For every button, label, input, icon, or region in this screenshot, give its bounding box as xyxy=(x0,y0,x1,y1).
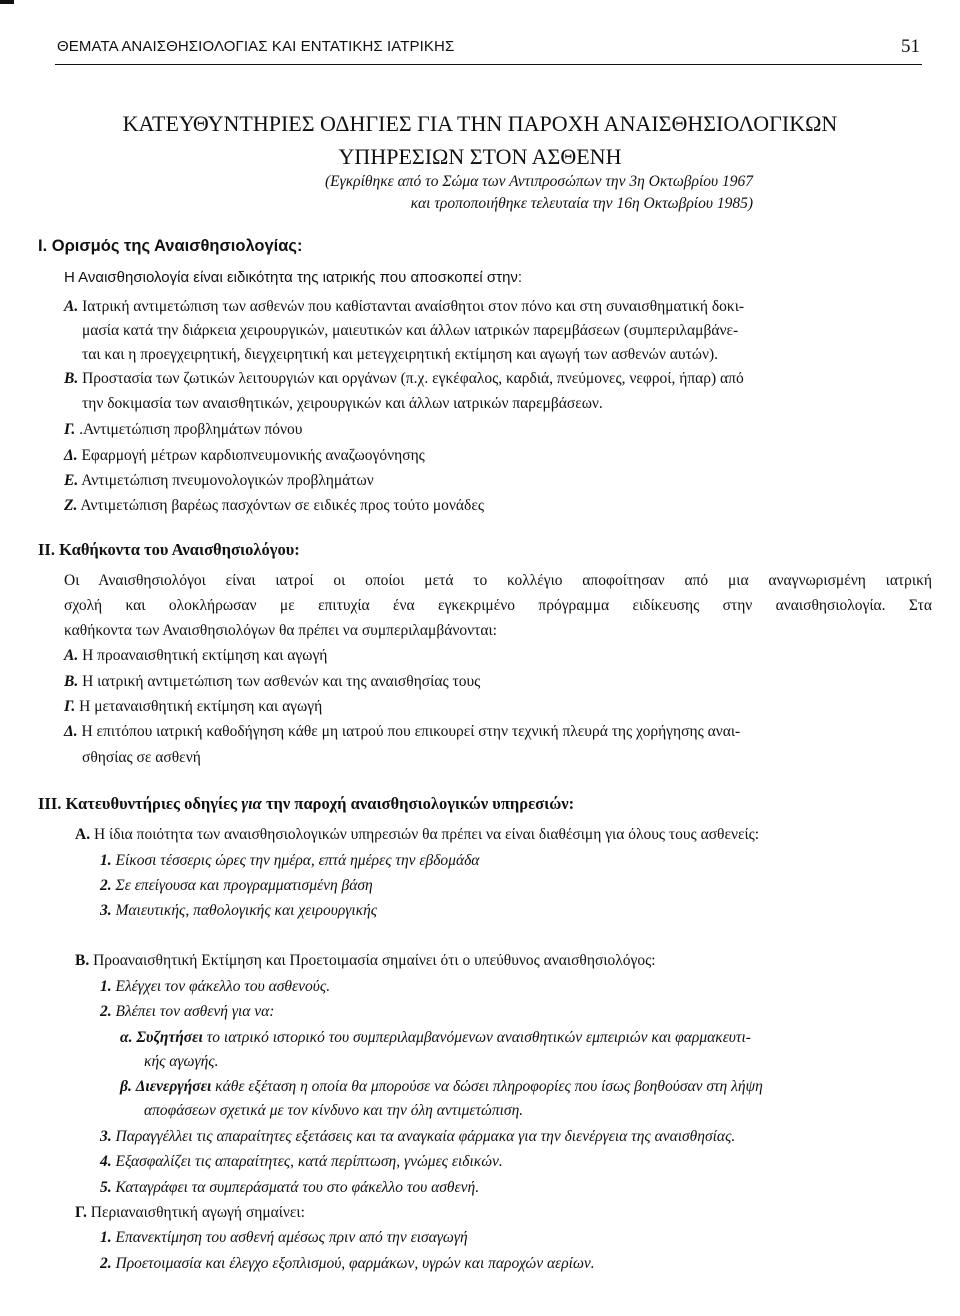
section-3-item-b: Β. Προαναισθητική Εκτίμηση και Προετοιμασία σημαίνει ότι ο υπεύθυνος αναισθησιολόγος: xyxy=(75,952,656,969)
section-3-heading: ΙΙΙ. Κατευθυντήριες οδηγίες για την παροχή αναισθησιολογικών υπηρεσιών: xyxy=(38,794,575,813)
section-3-item-b2-beta-cont: αποφάσεων σχετικά με τον κίνδυνο και την όλη αντιμετώπιση. xyxy=(144,1102,524,1119)
section-2-paragraph-line: Οι Αναισθησιολόγοι είναι ιατροί οι οποίοι μετά το κολλέγιο αποφοίτησαν από μια αναγνωρισμένη ιατρική xyxy=(64,572,932,589)
section-2-item-d: Δ. Η επιτόπου ιατρική καθοδήγηση κάθε μη ιατρού που επικουρεί στην τεχνική πλευρά της χορήγησης αναι- xyxy=(64,723,741,740)
section-1-item-b: Β. Προστασία των ζωτικών λειτουργιών και οργάνων (π.χ. εγκέφαλος, καρδιά, πνεύμονες, νεφροί, ήπαρ) από xyxy=(64,370,744,387)
section-3-item-b2: 2. Βλέπει τον ασθενή για να: xyxy=(100,1003,275,1020)
section-3-item-a: Α. Η ίδια ποιότητα των αναισθησιολογικών υπηρεσιών θα πρέπει να είναι διαθέσιμη για όλους τους ασθενείς: xyxy=(75,826,760,843)
section-1-item-z: Ζ. Αντιμετώπιση βαρέως πασχόντων σε ειδικές προς τούτο μονάδες xyxy=(64,497,484,514)
header-rule xyxy=(55,64,922,65)
corner-mark xyxy=(0,0,14,4)
section-2-item-c: Γ. Η μεταναισθητική εκτίμηση και αγωγή xyxy=(64,698,323,715)
section-3-item-a2: 2. Σε επείγουσα και προγραμματισμένη βάση xyxy=(100,877,373,894)
section-3-item-b4: 4. Εξασφαλίζει τις απαραίτητες, κατά περίπτωση, γνώμες ειδικών. xyxy=(100,1153,503,1170)
section-3-item-b1: 1. Ελέγχει τον φάκελλο του ασθενούς. xyxy=(100,978,331,995)
page-title-line-2: ΥΠΗΡΕΣΙΩΝ ΣΤΟΝ ΑΣΘΕΝΗ xyxy=(338,144,622,169)
section-1-item-e: Ε. Αντιμετώπιση πνευμονολογικών προβλημάτων xyxy=(64,472,374,489)
section-3-item-b3: 3. Παραγγέλλει τις απαραίτητες εξετάσεις και τα αναγκαία φάρμακα για την διενέργεια της αναισθησίας. xyxy=(100,1128,736,1145)
section-1-item-a-cont: ται και η προεγχειρητική, διεγχειρητική και μετεγχειρητική εκτίμηση και αγωγή των ασθενών αυτών). xyxy=(82,346,719,363)
section-3-item-b2-alpha: α. Συζητήσει το ιατρικό ιστορικό του συμπεριλαμβανόμενων αναισθητικών εμπειριών και φαρμακευτι- xyxy=(120,1029,751,1046)
page-title-line-1: ΚΑΤΕΥΘΥΝΤΗΡΙΕΣ ΟΔΗΓΙΕΣ ΓΙΑ ΤΗΝ ΠΑΡΟΧΗ ΑΝΑΙΣΘΗΣΙΟΛΟΓΙΚΩΝ xyxy=(122,111,838,136)
section-3-item-a3: 3. Μαιευτικής, παθολογικής και χειρουργικής xyxy=(100,902,378,919)
section-3-item-b2-alpha-cont: κής αγωγής. xyxy=(144,1053,219,1070)
section-3-item-c1: 1. Επανεκτίμηση του ασθενή αμέσως πριν από την εισαγωγή xyxy=(100,1229,468,1246)
approval-note-line-1: (Εγκρίθηκε από το Σώμα των Αντιπροσώπων την 3η Οκτωβρίου 1967 xyxy=(325,173,753,190)
section-2-paragraph-line: καθήκοντα των Αναισθησιολόγων θα πρέπει να συμπεριλαμβάνονται: xyxy=(64,622,497,639)
page-number: 51 xyxy=(901,36,920,57)
section-2-item-a: Α. Η προαναισθητική εκτίμηση και αγωγή xyxy=(64,647,328,664)
approval-note-line-2: και τροποποιήθηκε τελευταία την 16η Οκτωβρίου 1985) xyxy=(410,195,753,212)
section-3-item-c2: 2. Προετοιμασία και έλεγχο εξοπλισμού, φαρμάκων, υγρών και παροχών αερίων. xyxy=(100,1255,595,1272)
section-1-item-d: Δ. Εφαρμογή μέτρων καρδιοπνευμονικής αναζωογόνησης xyxy=(64,447,425,464)
section-2-item-b: Β. Η ιατρική αντιμετώπιση των ασθενών και της αναισθησίας τους xyxy=(64,673,481,690)
page-header xyxy=(57,36,920,66)
section-3-item-b5: 5. Καταγράφει τα συμπεράσματά του στο φάκελλο του ασθενή. xyxy=(100,1179,480,1196)
section-3-item-c: Γ. Περιαναισθητική αγωγή σημαίνει: xyxy=(75,1204,305,1221)
section-3-item-a1: 1. Είκοσι τέσσερις ώρες την ημέρα, επτά ημέρες την εβδομάδα xyxy=(100,852,480,869)
section-1-heading: Ι. Ορισμός της Αναισθησιολογίας: xyxy=(38,237,303,255)
section-1-item-b-cont: την δοκιμασία των αναισθητικών, χειρουργικών και άλλων ιατρικών παρεμβάσεων. xyxy=(82,395,603,412)
section-2-heading: ΙΙ. Καθήκοντα του Αναισθησιολόγου: xyxy=(38,540,300,559)
section-3-item-b2-beta: β. Διενεργήσει κάθε εξέταση η οποία θα μπορούσε να δώσει πληροφορίες που ίσως βοηθούσαν στη λήψη xyxy=(120,1078,763,1095)
section-1-item-a-cont: μασία κατά την διάρκεια χειρουργικών, μαιευτικών και άλλων ιατρικών παρεμβάσεων (συμπεριλαμβάνε- xyxy=(82,322,739,339)
section-1-item-c: Γ. .Αντιμετώπιση προβλημάτων πόνου xyxy=(64,421,303,438)
section-1-item-a: Α. Ιατρική αντιμετώπιση των ασθενών που καθίστανται αναίσθητοι στον πόνο και στη συναισθηματική δοκι- xyxy=(64,298,745,315)
section-2-paragraph-line: σχολή και ολοκλήρωσαν με επιτυχία ένα εγκεκριμένο πρόγραμμα ειδίκευσης στην αναισθησιολογία. Στα xyxy=(64,597,932,614)
section-1-intro: Η Αναισθησιολογία είναι ειδικότητα της ιατρικής που αποσκοπεί στην: xyxy=(64,269,523,286)
running-title: ΘΕΜΑΤΑ ΑΝΑΙΣΘΗΣΙΟΛΟΓΙΑΣ ΚΑΙ ΕΝΤΑΤΙΚΗΣ ΙΑΤΡΙΚΗΣ xyxy=(57,38,455,55)
section-2-item-d-cont: σθησίας σε ασθενή xyxy=(82,749,201,766)
